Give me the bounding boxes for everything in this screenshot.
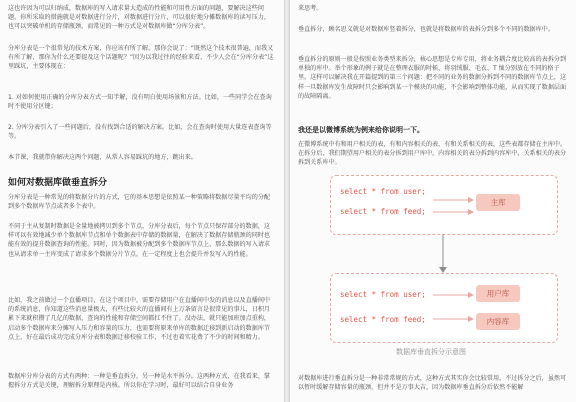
left-page — [0, 0, 284, 402]
left-paragraph-7: 不同于主从复制时数据是全量地被拷贝到多个节点，分库分表后，每个节点只保存部分的数据，这样可以有效地减少单个数据库节点和单个数据表中存储的数据量，在解决了数据存储瓶颈的同时也能有效的提升数据查询的性能。同时，因为数据被分配到多个数据库节点上，那么数据的写入请求也从请求单一主库变成了请求多个数据分片节点，在一定程度上也会提升并发写入的性能。 — [8, 223, 271, 258]
content-db-tag: 内容库 — [476, 313, 520, 330]
right-page — [290, 0, 576, 402]
right-paragraph-3: 垂直拆分的原则一般是按照业务类型来拆分，核心思想是专库专用，将业务耦合度比较高的表拆分到单独的库中。举个形象的例子就是在整理衣服的时候，将羽绒服、毛衣、T 恤分别放在不同的格子里。这样可以解决我在开篇提到的第三个问题：把不同的业务的数据分拆到不同的数据库节点上，这样一旦数据库发生故障时只会影响到某一个模块的功能，不会影响到整体功能，从而实现了数据层面的故障隔离。 — [298, 56, 567, 100]
section-heading: 如何对数据库做垂直拆分 — [8, 178, 108, 188]
bottom-code-line-1: select * from user; — [340, 290, 426, 299]
top-code-line-1: select * from user; — [340, 187, 426, 196]
left-paragraph-1: 这也许因为可以归纳成，数据库的写入请求量大造成的性能和可用性方面的问题，要解决这些问题，你所采取的措施就是对数据进行分片，对数据进行分片，可以很好地分摊数据库的读写压力，也可以突破单机的存储瓶颈，而常见的一种方式是对数据库做“分库分表”。 — [8, 5, 271, 31]
split-arrow-head — [439, 267, 447, 273]
arrow-head-top-1 — [468, 197, 474, 203]
arrow-head-bottom-1 — [468, 292, 474, 298]
arrow-head-top-2 — [468, 209, 474, 215]
right-paragraph-2: 垂直拆分，顾名思义就是对数据库竖着拆分，也就是将数据库的表拆分到多个不同的数据库中。 — [298, 26, 554, 33]
vertical-split-diagram — [330, 175, 556, 370]
diagram-caption: 数据库垂直拆分示意图 — [396, 348, 466, 356]
right-paragraph-5: 对数据库进行垂直拆分是一种非常常规的方式，这种方式其实你会比较常用，不过拆分之后，虽然可以暂时缓解存储容量的瓶颈，但并不是万事大吉，因为数据库垂直拆分后依然不能解 — [298, 375, 567, 392]
left-paragraph-9: 数据库分库分表的方式有两种：一种是垂直拆分，另一种是水平拆分。这两种方式，在我看来，掌握拆分方式是关键，理解拆分原理是内核。所以你在学习时，最好可以结合自身业务 — [8, 373, 271, 390]
diagram-arrows — [330, 175, 556, 370]
top-code-line-2: select * from feed; — [340, 207, 426, 216]
right-paragraph-1: 来思考。 — [298, 5, 323, 12]
bottom-code-line-2: select * from feed; — [340, 315, 426, 324]
left-paragraph-2: 分库分表是一个很常见的技术方案，你应该有所了解。那你会说了：“既然这个技术很普遍，而我又有所了解，那你为什么还要提及这个话题呢？”因为以我过往的经验来看，不少人会在“分库分表”这里踩坑，主要体现在： — [8, 45, 274, 71]
arrow-head-bottom-2 — [468, 316, 474, 322]
left-paragraph-4: 2. 分库分表引入了一些问题后，没有找到合适的解决方案。比如，会在查询时使用大量连表查询等等。 — [8, 124, 272, 141]
left-paragraph-8: 比如，我之前做过一个直播项目，在这个项目中，需要存储用户在直播间中发的消息以及直播间中的系统消息，你知道这些消息量极大，有些比较火的直播间有上万条留言是很常见的事儿，日积月累下来就积攒了几亿的数据，查询的性能和存储空间都扛不住了。没办法，就只能加班加点重构，启动多个数据库来分摊写入压力和容量的压力，也需要将原来单库的数据迁移到新启动的数据库节点上，好在最后成功完成分库分表和数据迁移校验工作，不过也着实花费了不少的时间和精力。 — [8, 297, 271, 341]
left-paragraph-3: 1. 对如何使用正确的分库分表方式一知半解，没有明白使用场景和方法。比如，一些同学会在查询时不使用分区键； — [8, 94, 272, 111]
left-paragraph-5: 本节课，我就带你解决这两个问题，从常人容易踩坑的地方，跳出来。 — [8, 154, 197, 161]
user-db-tag: 用户库 — [476, 285, 520, 302]
left-paragraph-6: 分库分表是一种常见的将数据分片的方式，它的基本思想是依照某一种策略将数据尽量平均的分配到多个数据库节点或者多个表中。 — [8, 194, 271, 211]
right-paragraph-4: 在微博系统中有和用户相关的表，有和内容相关的表，有和关系相关的表，这些表都存储在主库中。在拆分后，我们期望用户相关的表分拆到用户库中，内容相关的表分拆到内容库中，关系相关的表分拆到关系库中。 — [298, 141, 567, 167]
main-db-tag: 主库 — [476, 194, 520, 211]
example-heading: 我还是以微博系统为例来给你说明一下。 — [298, 126, 424, 134]
